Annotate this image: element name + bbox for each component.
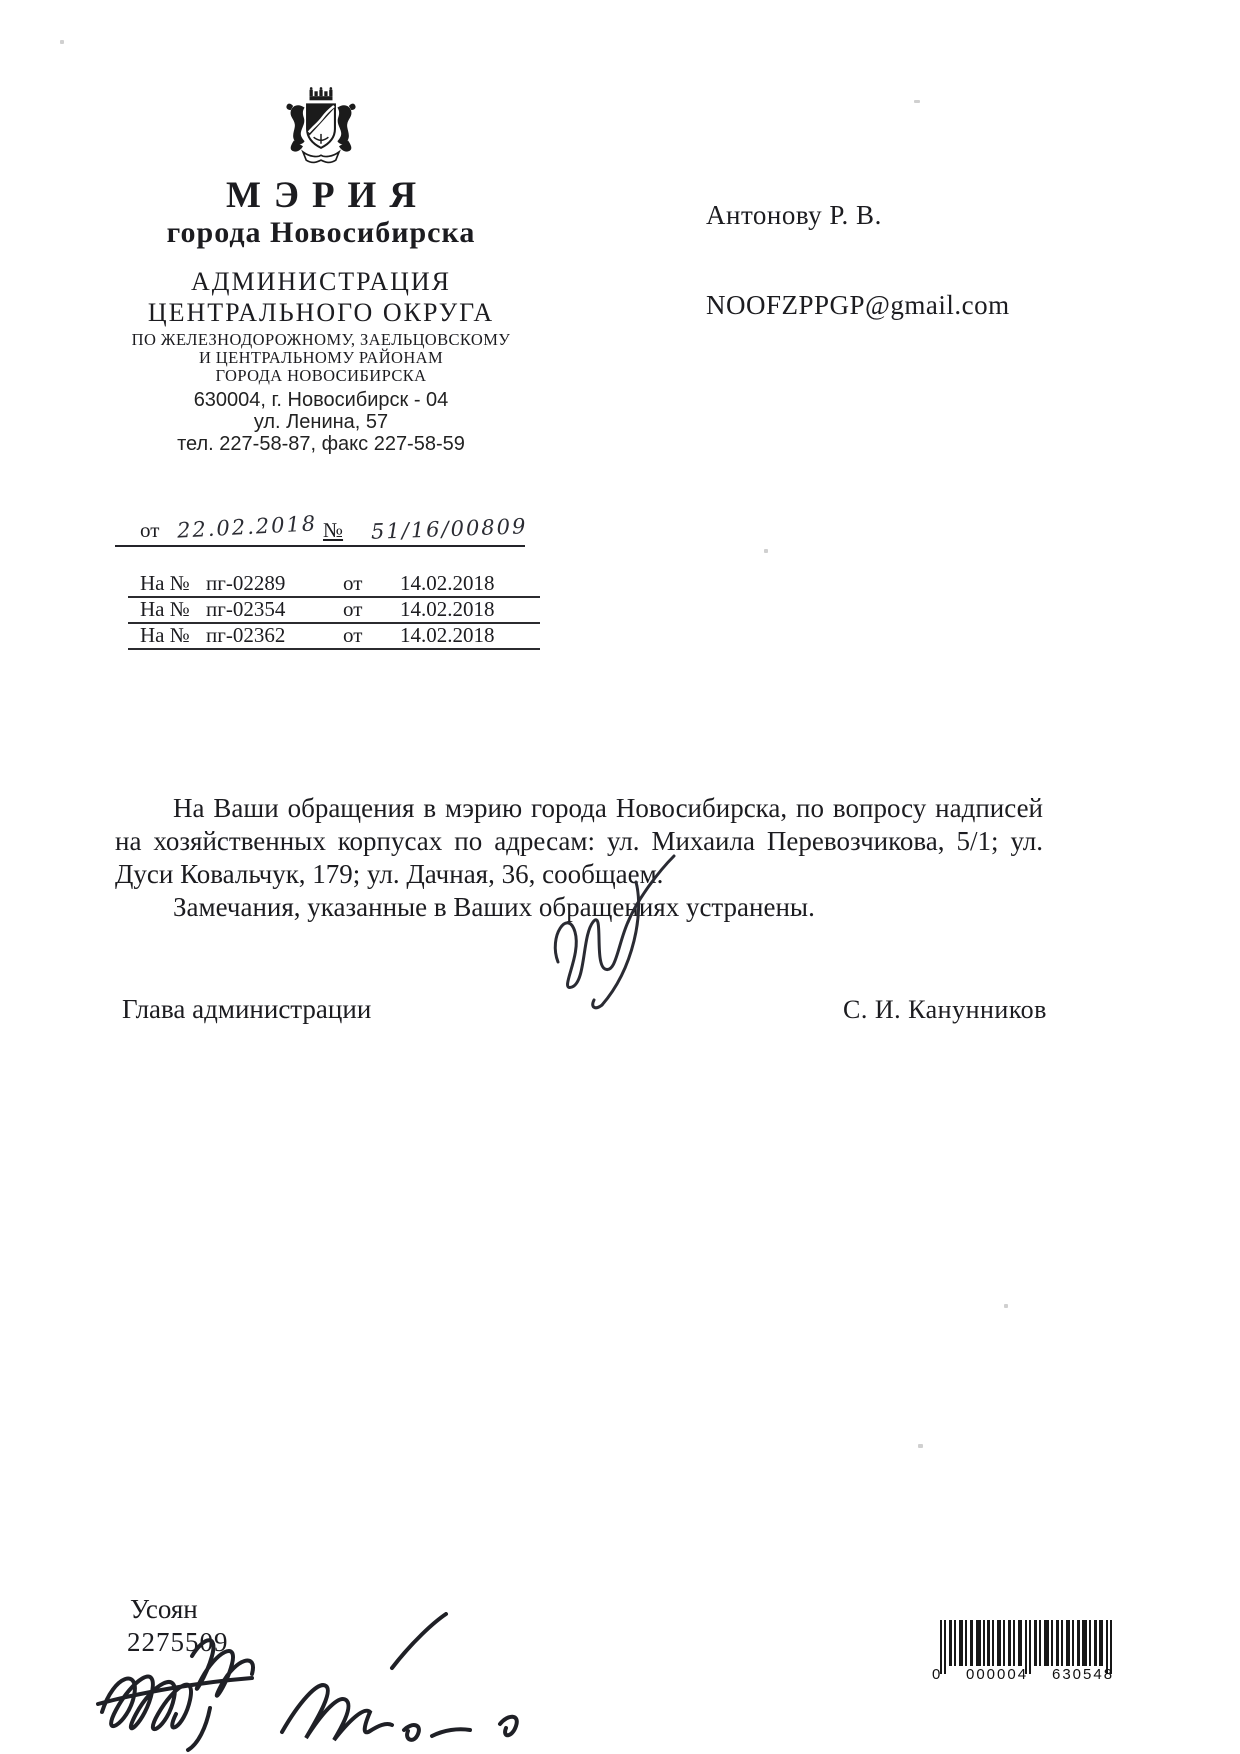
ref-number: пг-02362: [206, 623, 286, 647]
letterhead: [115, 86, 527, 455]
handwritten-visa-scribbles-icon: [92, 1612, 542, 1754]
org-title: МЭРИЯ: [225, 175, 430, 216]
address-phones: тел. 227-58-87, факс 227-58-59: [177, 433, 465, 455]
incoming-ref-row: [128, 622, 540, 650]
department-line2: ЦЕНТРАЛЬНОГО ОКРУГА: [147, 298, 495, 327]
registration-barcode: [930, 1620, 1126, 1682]
novosibirsk-coat-of-arms-icon: [280, 86, 362, 172]
handwritten-signature-icon: [538, 850, 708, 1015]
ref-from-label: от: [343, 623, 363, 647]
incoming-ref-row: [128, 596, 540, 624]
districts-line3: ГОРОДА НОВОСИБИРСКА: [215, 366, 427, 385]
address-postal: 630004, г. Новосибирск - 04: [193, 389, 449, 411]
districts-line1: ПО ЖЕЛЕЗНОДОРОЖНОМУ, ЗАЕЛЬЦОВСКОМУ: [131, 330, 511, 349]
scan-speck: [60, 40, 64, 44]
address-street: ул. Ленина, 57: [253, 411, 389, 433]
scan-speck: [918, 1444, 923, 1448]
ref-from-label: от: [343, 597, 363, 621]
org-subtitle: города Новосибирска: [166, 216, 476, 249]
incoming-ref-row: [128, 570, 540, 598]
barcode-digits-middle: 000004: [966, 1666, 1029, 1683]
ref-number: пг-02289: [206, 571, 286, 595]
body-paragraph-2: Замечания, указанные в Ваших обращениях устранены.: [173, 892, 815, 922]
barcode-digits-right: 630548: [1052, 1666, 1115, 1683]
barcode-digit-left: 0: [932, 1666, 941, 1683]
scan-speck: [914, 100, 920, 103]
ref-label: На №: [140, 571, 190, 595]
ref-label: На №: [140, 623, 190, 647]
districts-line2: И ЦЕНТРАЛЬНОМУ РАЙОНАМ: [198, 348, 444, 367]
outgoing-number-handwritten: 51/16/00809: [370, 514, 528, 544]
signer-name: С. И. Канунников: [843, 995, 1047, 1024]
department-line1: АДМИНИСТРАЦИЯ: [191, 267, 451, 296]
outgoing-ref-line: [115, 505, 528, 547]
body-paragraph-1: На Ваши обращения в мэрию города Новосибирска, по вопросу надписей на хозяйственных корпусах по адресам: ул. Михаила Перевозчикова, 5/1; ул. Дуси Ковальчук, 179; ул. Дачная, 36, сообщаем.: [115, 793, 1043, 889]
signer-position-title: Глава администрации: [122, 994, 372, 1024]
barcode-digits: [930, 1666, 1126, 1682]
ref-date: 14.02.2018: [400, 597, 495, 621]
executor-phone: 2275509: [127, 1627, 229, 1657]
ref-number: пг-02354: [206, 597, 286, 621]
ref-from-label: от: [343, 571, 363, 595]
outgoing-from-label: от: [140, 518, 160, 542]
outgoing-date-handwritten: 22.02.2018: [176, 511, 318, 543]
ref-label: На №: [140, 597, 190, 621]
executor-name: Усоян: [130, 1594, 198, 1624]
recipient-email: NOOFZPPGP@gmail.com: [706, 290, 1010, 320]
scan-speck: [1004, 1304, 1008, 1308]
ref-date: 14.02.2018: [400, 623, 495, 647]
recipient-name: Антонову Р. В.: [706, 200, 882, 230]
scan-speck: [764, 549, 768, 553]
outgoing-number-label: №: [323, 518, 344, 542]
ref-date: 14.02.2018: [400, 571, 495, 595]
